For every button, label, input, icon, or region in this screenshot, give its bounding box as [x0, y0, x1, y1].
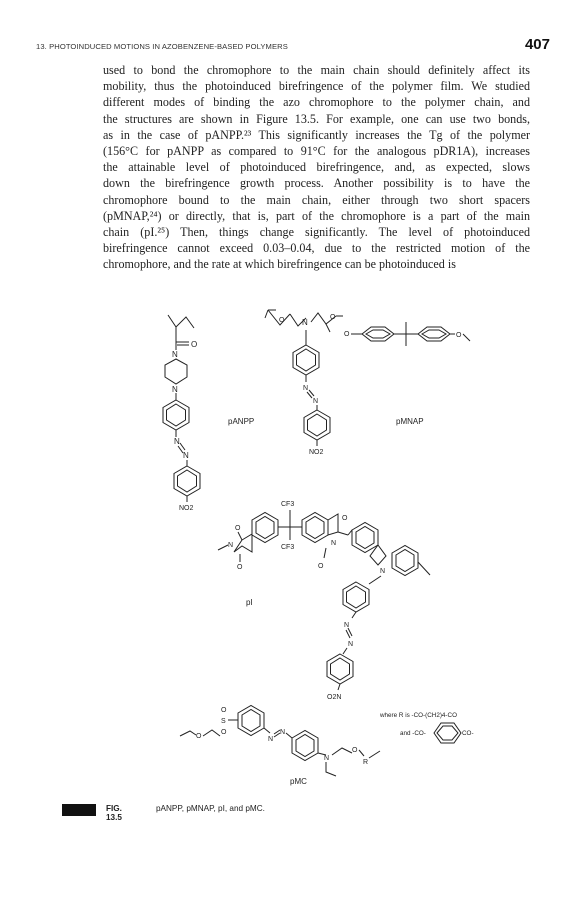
text-line: the attainable level of photoinduced birefringence, and, as expected, slows [103, 160, 530, 175]
atom-label: R [363, 759, 369, 766]
atom-label: N [228, 542, 234, 549]
atom-label: O [221, 729, 227, 736]
atom-label: N [183, 451, 189, 460]
text-line: different modes of binding the azo chromophore to the polymer chain, and [103, 95, 530, 110]
atom-label: CF3 [281, 544, 295, 551]
atom-label: N [280, 729, 286, 736]
figure-number: FIG. 13.5 [106, 804, 122, 822]
text-line: the structures are shown in Figure 13.5. For example, one can use two bonds, [103, 111, 530, 126]
atom-label: O [237, 564, 243, 571]
atom-label: N [268, 736, 274, 743]
atom-label: O [318, 563, 324, 570]
atom-label: N [324, 755, 330, 762]
r-definition-end: CO- [462, 730, 474, 737]
atom-label: O [279, 317, 285, 324]
atom-label: N [174, 437, 180, 446]
text-line: birefringence cannot exceed 0.03–0.04, due to the restricted motion of the [103, 241, 530, 256]
atom-label: O [191, 340, 198, 349]
text-line: down the birefringence growth process. Another possibility is to have the [103, 176, 530, 191]
r-definition-line-1: where R is -CO-(CH2)4-CO [380, 712, 457, 719]
label-pmc: pMC [290, 777, 307, 786]
caption-marker-bar [62, 804, 96, 816]
atom-label: O2N [327, 694, 342, 701]
atom-label: S [221, 718, 226, 725]
chapter-title: 13. PHOTOINDUCED MOTIONS IN AZOBENZENE-BASED POLYMERS [36, 42, 288, 51]
text-line: chromophore bound to the main chain, either through two short spacers [103, 192, 530, 207]
structure-pmc [180, 706, 380, 777]
atom-label: N [303, 385, 309, 392]
atom-label: CF3 [281, 501, 295, 508]
atom-label: N [313, 398, 319, 405]
structure-panpp [163, 315, 200, 512]
atom-label: N [172, 350, 178, 359]
atom-label: O [235, 525, 241, 532]
page-number: 407 [524, 36, 550, 53]
text-line: chain (pI.²⁵) Then, things change significantly. The level of photoinduced [103, 225, 530, 240]
text-line: chromophore, and the rate at which birefringence can be photoinduced is [103, 257, 456, 272]
atom-label: N [302, 318, 308, 327]
label-pi: pI [246, 598, 253, 607]
r-group-definition [379, 712, 474, 743]
atom-label: O [196, 733, 202, 740]
structure-pmnap [265, 310, 470, 456]
caption-text: pANPP, pMNAP, pI, and pMC. [156, 804, 265, 813]
atom-label: NO2 [179, 505, 194, 512]
text-line: used to bond the chromophore to the main chain should definitely affect its [103, 63, 530, 77]
atom-label: N [380, 568, 386, 575]
atom-label: N [172, 385, 178, 394]
atom-label: NO2 [309, 449, 324, 456]
atom-label: O [456, 332, 462, 339]
text-line: as in the case of pANPP.²³ This significantly increases the Tg of the polymer [103, 127, 530, 142]
label-pmnap: pMNAP [396, 417, 424, 426]
atom-label: N [331, 540, 337, 547]
r-definition-and: and -CO- [400, 730, 426, 737]
atom-label: N [344, 622, 350, 629]
atom-label: N [348, 641, 354, 648]
atom-label: O [352, 747, 358, 754]
atom-label: O [344, 331, 350, 338]
text-line: (pMNAP,²⁴) or directly, that is, part of the chromophore is a part of the main [103, 208, 530, 223]
label-panpp: pANPP [228, 417, 255, 426]
atom-label: O [221, 707, 227, 714]
atom-label: O [330, 314, 336, 321]
text-line: mobility, thus the photoinduced birefringence of the polymer film. We studied [103, 79, 530, 94]
atom-label: O [342, 515, 348, 522]
text-line: (156°C for pANPP as compared to 91°C for the analogous pDR1A), increases [103, 144, 530, 159]
